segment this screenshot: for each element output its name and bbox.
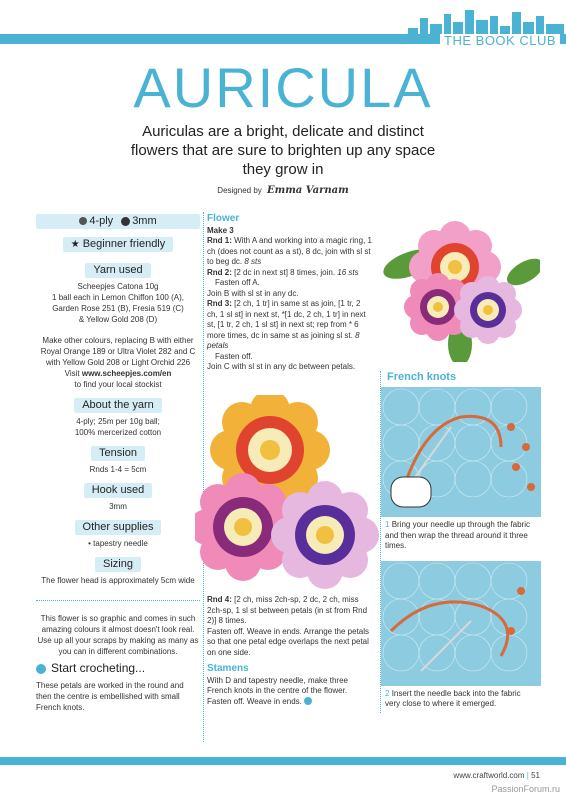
round-3 bbox=[207, 299, 373, 352]
flower-heading: Flower bbox=[207, 213, 240, 224]
french-knot-step-1-illustration bbox=[381, 387, 541, 517]
round-text: [2 ch, miss 2ch-sp, 2 dc, 2 ch, miss 2ch-sp, 1 sl st between petals (in st from Rnd 2)] 8 times. bbox=[207, 595, 368, 625]
intro-paragraph: This flower is so graphic and comes in such amazing colours it almost doesn't look real. Use up all your scraps by making as many as you can in different combinations. bbox=[37, 614, 199, 656]
round-label: Rnd 2: bbox=[207, 267, 232, 277]
round-label: Rnd 4: bbox=[207, 595, 232, 604]
start-crocheting-text: Start crocheting... bbox=[51, 661, 146, 675]
yarn-used-heading: Yarn used bbox=[85, 263, 150, 278]
section-label: THE BOOK CLUB bbox=[440, 34, 560, 48]
about-yarn-heading: About the yarn bbox=[74, 398, 162, 413]
about-line: 100% mercerized cotton bbox=[74, 428, 162, 437]
tension-heading: Tension bbox=[91, 446, 145, 461]
pattern-column-continued bbox=[207, 595, 373, 707]
fasten-off-a: Fasten off A. bbox=[215, 278, 260, 287]
yarn-weight: 4-ply bbox=[89, 215, 114, 227]
stamens-heading: Stamens bbox=[207, 663, 249, 674]
start-crocheting-heading bbox=[36, 663, 200, 674]
website[interactable]: www.craftworld.com bbox=[453, 771, 525, 780]
level-badge bbox=[63, 237, 174, 252]
step-1-caption bbox=[381, 517, 540, 555]
end-mark-icon bbox=[304, 697, 312, 705]
step-text: Insert the needle back into the fabric very close to where it emerged. bbox=[385, 688, 521, 708]
tension-section bbox=[36, 442, 200, 475]
round-4 bbox=[207, 595, 373, 627]
left-column bbox=[36, 210, 200, 713]
join-b: Join B with sl st in any dc. bbox=[207, 288, 299, 298]
supplies-heading: Other supplies bbox=[75, 520, 162, 535]
step-number: 1 bbox=[385, 520, 390, 529]
french-knots-heading: French knots bbox=[387, 371, 457, 383]
divider bbox=[36, 600, 200, 601]
yarn-line: & Yellow Gold 208 (D) bbox=[78, 315, 158, 324]
watermark: PassionForum.ru bbox=[491, 784, 560, 794]
footer-bar bbox=[0, 757, 566, 765]
other-colours-line: Royal Orange 189 or Ultra Violet 282 and C bbox=[40, 347, 196, 356]
stamens-text bbox=[207, 676, 373, 708]
designer-signature: Emma Varnam bbox=[267, 185, 349, 196]
yarn-used-section bbox=[36, 259, 200, 390]
yarn-hook-badge bbox=[36, 214, 200, 229]
sizing-text: The flower head is approximately 5cm wide bbox=[41, 576, 195, 585]
supplies-section bbox=[36, 516, 200, 549]
sizing-heading: Sizing bbox=[95, 557, 141, 572]
page-number: 51 bbox=[531, 771, 540, 780]
stitch-count: 16 sts bbox=[337, 267, 359, 277]
visit-prefix: Visit bbox=[64, 369, 82, 378]
round-text: [2 dc in next st] 8 times, join. bbox=[234, 267, 336, 277]
bullet-circle-icon bbox=[36, 664, 46, 674]
round-label: Rnd 3: bbox=[207, 299, 232, 308]
visit-suffix: to find your local stockist bbox=[74, 380, 162, 389]
other-colours-line: Make other colours, replacing B with either bbox=[42, 336, 194, 345]
stitch-count: 8 petals bbox=[207, 330, 360, 350]
sizing-section bbox=[36, 553, 200, 586]
round-4-finish: Fasten off. Weave in ends. Arrange the petals so that one petal edge overlaps the next petal on one side. bbox=[207, 626, 370, 657]
hook-size: 3mm bbox=[132, 215, 157, 227]
round-1 bbox=[207, 236, 373, 268]
yarn-line: Garden Rose 251 (B), Fresia 519 (C) bbox=[52, 304, 184, 313]
level-text: Beginner friendly bbox=[82, 238, 166, 250]
about-line: 4-ply; 25m per 10g ball; bbox=[76, 417, 160, 426]
stamens-instructions: With D and tapestry needle, make three French knots in the centre of the flower. Fasten off. Weave in ends. bbox=[207, 675, 348, 706]
stockist-link[interactable]: www.scheepjes.com/en bbox=[81, 369, 172, 378]
footer-info: www.craftworld.com | 51 bbox=[453, 771, 540, 780]
designer-credit bbox=[0, 185, 566, 196]
star-icon: ★ bbox=[70, 239, 80, 250]
supplies-text: • tapestry needle bbox=[88, 539, 148, 548]
hook-icon bbox=[121, 217, 130, 226]
tension-text: Rnds 1-4 = 5cm bbox=[89, 465, 147, 474]
about-yarn-section bbox=[36, 394, 200, 438]
round-text: With A and working into a magic ring, 1 ch (does not count as a st), 8 dc, join with sl st to beg dc. bbox=[207, 236, 372, 266]
step-2-caption bbox=[381, 686, 540, 713]
right-column bbox=[380, 212, 540, 713]
round-label: Rnd 1: bbox=[207, 236, 232, 245]
french-knot-step-2-illustration bbox=[381, 561, 541, 686]
fasten-off: Fasten off. bbox=[215, 351, 253, 361]
step-text: Bring your needle up through the fabric and then wrap the thread around it three times. bbox=[385, 520, 530, 550]
designed-by-label: Designed by bbox=[217, 186, 262, 195]
pattern-column bbox=[207, 214, 373, 373]
yarn-line: Scheepjes Catona 10g bbox=[77, 282, 159, 291]
hook-heading: Hook used bbox=[84, 483, 153, 498]
make-count: Make 3 bbox=[207, 225, 234, 235]
yarn-ball-icon bbox=[79, 217, 87, 225]
page-subtitle: Auriculas are a bright, delicate and distinct flowers that are sure to brighten up any space they grow in bbox=[130, 123, 436, 178]
start-paragraph: These petals are worked in the round and then the centre is embellished with small French knots. bbox=[36, 681, 184, 712]
step-number: 2 bbox=[385, 688, 390, 698]
hook-text: 3mm bbox=[109, 502, 127, 511]
round-2 bbox=[207, 268, 373, 279]
join-c: Join C with sl st in any dc between petals. bbox=[207, 362, 356, 371]
hook-section bbox=[36, 479, 200, 512]
yarn-line: 1 ball each in Lemon Chiffon 100 (A), bbox=[52, 293, 184, 302]
crochet-flowers-photo bbox=[195, 395, 385, 595]
flower-cluster-photo bbox=[380, 212, 540, 362]
other-colours-line: with Yellow Gold 208 or Light Orchid 226 bbox=[45, 358, 191, 367]
round-text: [2 ch, 1 tr] in same st as join, [1 tr, 2 ch, 1 sl st] in next st, *[1 dc, 2 ch, 1 tr] in next st, [1 tr, 2 ch, 1 sl st] in next st; rep from * 6 more times, dc in same st as joining sl st. bbox=[207, 299, 366, 340]
stitch-count: 8 sts bbox=[244, 257, 262, 266]
french-knots-panel bbox=[380, 371, 540, 713]
page-title: AURICULA bbox=[133, 56, 433, 119]
